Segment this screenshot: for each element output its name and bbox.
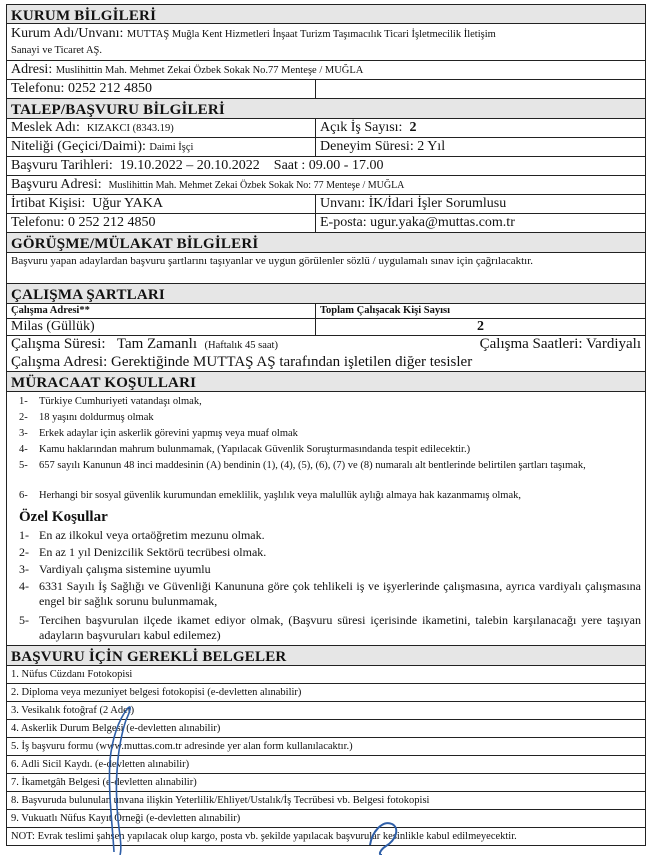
list-item bbox=[7, 489, 645, 506]
basvuru-adres-value: Muslihittin Mah. Mehmet Zekai Özbek Sokak No: 77 Menteşe / MUĞLA bbox=[108, 180, 405, 191]
item-text: 6331 Sayılı İş Sağlığı ve Güvenliği Kanununa göre çok tehlikeli iş ve işyerlerinde çalışmasına, ayrıca vardiyalı çalışmasına engel bir sağlık sorunu bulunmamak, bbox=[39, 579, 641, 608]
belge-item: 5. İş başvuru formu (www.muttas.com.tr adresinde yer alan form kullanılacaktır.) bbox=[6, 738, 646, 756]
ozel-kosullar-title: Özel Koşullar bbox=[19, 509, 108, 525]
calisma-kisi-value: 2 bbox=[315, 319, 645, 335]
unvan-value: MUTTAŞ Muğla Kent Hizmetleri İnşaat Turizm Taşımacılık Ticari İşletmecilik İletişim bbox=[126, 29, 496, 40]
item-number: 2- bbox=[19, 412, 28, 423]
belge-not: NOT: Evrak teslimi şahsen yapılacak olup kargo, posta vb. şekilde yapılacak başvurular kesinlikle kabul edilmeyecektir. bbox=[6, 828, 646, 846]
muracaat-list bbox=[6, 392, 646, 646]
calisma-sure-row bbox=[6, 336, 646, 372]
irtibat-value: Uğur YAKA bbox=[92, 196, 163, 211]
section-title: BAŞVURU İÇİN GEREKLİ BELGELER bbox=[11, 649, 287, 665]
sure-label: Çalışma Süresi: bbox=[11, 336, 106, 352]
belge-item: 6. Adli Sicil Kaydı. (e-devletten alınabilir) bbox=[6, 756, 646, 774]
list-item bbox=[7, 579, 645, 613]
section-title: MÜRACAAT KOŞULLARI bbox=[11, 375, 197, 391]
calisma-adres-head: Çalışma Adresi** bbox=[11, 305, 90, 316]
talep-eposta[interactable]: E-posta: ugur.yaka@muttas.com.tr bbox=[315, 214, 645, 232]
talep-telefon-row bbox=[6, 214, 646, 233]
document-sheet bbox=[6, 4, 646, 846]
item-text: Herhangi bir sosyal güvenlik kurumundan emeklilik, yaşlılık veya malullük aylığı almaya hak kazanmamış olmak, bbox=[39, 490, 522, 501]
list-item bbox=[7, 443, 645, 459]
belge-item: 7. İkametgâh Belgesi (e-devletten alınabilir) bbox=[6, 774, 646, 792]
kurum-unvan-row bbox=[6, 24, 646, 61]
item-text: Türkiye Cumhuriyeti vatandaşı olmak, bbox=[39, 396, 202, 407]
calisma-value-row bbox=[6, 319, 646, 336]
kurum-telefon-row bbox=[6, 80, 646, 99]
section-header-belgeler bbox=[6, 646, 646, 666]
irtibat-label: İrtibat Kişisi: bbox=[11, 196, 86, 211]
unvan-value-2: Sanayi ve Ticaret AŞ. bbox=[11, 45, 102, 56]
section-header-calisma bbox=[6, 284, 646, 304]
sure-value: Tam Zamanlı bbox=[116, 336, 197, 352]
tarih-value: 19.10.2022 – 20.10.2022 bbox=[119, 158, 260, 173]
item-number: 1- bbox=[19, 396, 28, 407]
kurum-telefon: Telefonu: 0252 212 4850 bbox=[11, 81, 152, 96]
item-text: Kamu haklarından mahrum bulunmamak, (Yapılacak Güvenlik Soruşturmasındanda tespit edilecektir.) bbox=[39, 444, 471, 455]
deneyim-suresi: Deneyim Süresi: 2 Yıl bbox=[315, 138, 645, 156]
list-item bbox=[7, 562, 645, 579]
talep-tarih-row bbox=[6, 157, 646, 176]
belge-item: 4. Askerlik Durum Belgesi (e-devletten alınabilir) bbox=[6, 720, 646, 738]
acik-is-value: 2 bbox=[409, 120, 417, 135]
adres-label: Adresi: bbox=[11, 62, 53, 77]
item-number: 6- bbox=[19, 490, 28, 501]
irtibat-unvan: Unvanı: İK/İdari İşler Sorumlusu bbox=[315, 195, 645, 213]
saat-value: Saat : 09.00 - 17.00 bbox=[273, 158, 384, 173]
belge-item: 1. Nüfus Cüzdanı Fotokopisi bbox=[6, 666, 646, 684]
belge-item: 2. Diploma veya mezuniyet belgesi fotokopisi (e-devletten alınabilir) bbox=[6, 684, 646, 702]
item-number: 3- bbox=[19, 428, 28, 439]
basvuru-adres-label: Başvuru Adresi: bbox=[11, 177, 102, 192]
section-title: TALEP/BAŞVURU BİLGİLERİ bbox=[11, 102, 225, 118]
list-item bbox=[7, 395, 645, 411]
list-item bbox=[7, 613, 645, 643]
section-header-kurum bbox=[6, 4, 646, 24]
list-item bbox=[7, 427, 645, 443]
talep-meslek-row bbox=[6, 119, 646, 138]
item-number: 5- bbox=[19, 460, 28, 471]
list-item bbox=[7, 459, 645, 489]
list-item bbox=[7, 528, 645, 545]
talep-badres-row bbox=[6, 176, 646, 195]
calisma-adres-value: Milas (Güllük) bbox=[11, 319, 95, 334]
item-number: 3- bbox=[19, 562, 29, 576]
unvan-label: Kurum Adı/Unvanı: bbox=[11, 26, 124, 41]
meslek-label: Meslek Adı: bbox=[11, 120, 80, 135]
section-title: GÖRÜŞME/MÜLAKAT BİLGİLERİ bbox=[11, 236, 259, 252]
talep-telefon: Telefonu: 0 252 212 4850 bbox=[11, 215, 156, 230]
item-text: Vardiyalı çalışma sistemine uyumlu bbox=[39, 562, 211, 576]
adres-value: Muslihittin Mah. Mehmet Zekai Özbek Sokak No.77 Menteşe / MUĞLA bbox=[55, 65, 364, 76]
nitelik-value: Daimi İşçi bbox=[149, 142, 194, 153]
item-number: 2- bbox=[19, 545, 29, 559]
section-title: KURUM BİLGİLERİ bbox=[11, 8, 157, 24]
section-header-talep bbox=[6, 99, 646, 119]
section-header-gorusme bbox=[6, 233, 646, 253]
item-number: 4- bbox=[19, 444, 28, 455]
calisma-head-row bbox=[6, 304, 646, 319]
tarih-label: Başvuru Tarihleri: bbox=[11, 158, 113, 173]
belge-item: 8. Başvuruda bulunulan unvana ilişkin Yeterlilik/Ehliyet/Ustalık/İş Tecrübesi vb. Belgesi fotokopisi bbox=[6, 792, 646, 810]
item-text: Erkek adaylar için askerlik görevini yapmış veya muaf olmak bbox=[39, 428, 298, 439]
haftalik-value: (Haftalık 45 saat) bbox=[204, 340, 278, 351]
item-text: 657 sayılı Kanunun 48 inci maddesinin (A) bendinin (1), (4), (5), (6), (7) ve (8) numaralı alt bentlerinde belirtilen şartları taşımak, bbox=[39, 460, 586, 471]
kurum-adres-row bbox=[6, 61, 646, 80]
item-text: En az 1 yıl Denizcilik Sektörü tecrübesi olmak. bbox=[39, 545, 267, 559]
calisma-saatleri: Çalışma Saatleri: Vardiyalı bbox=[479, 336, 641, 352]
item-text: En az ilkokul veya ortaöğretim mezunu olmak. bbox=[39, 528, 265, 542]
nitelik-label: Niteliği (Geçici/Daimi): bbox=[11, 139, 146, 154]
acik-is-label: Açık İş Sayısı: bbox=[320, 120, 403, 135]
belge-item: 3. Vesikalık fotoğraf (2 Adet) bbox=[6, 702, 646, 720]
list-item bbox=[7, 545, 645, 562]
list-item bbox=[7, 411, 645, 427]
item-number: 4- bbox=[19, 579, 29, 593]
item-number: 5- bbox=[19, 613, 29, 627]
meslek-value: KIZAKCI (8343.19) bbox=[86, 123, 174, 134]
gorusme-text: Başvuru yapan adaylardan başvuru şartlarını taşıyanlar ve uygun görülenler sözlü / uygulamalı sınav için çağrılacaktır. bbox=[11, 255, 534, 267]
section-header-muracaat bbox=[6, 372, 646, 392]
calisma-adres-not: Çalışma Adresi: Gerektiğinde MUTTAŞ AŞ tarafından işletilen diğer tesisler bbox=[11, 354, 473, 370]
gorusme-text-row bbox=[6, 253, 646, 284]
item-text: Tercihen başvurulan ilçede ikamet ediyor olmak, (Başvuru süresi içerisinde ikametini, talebin karşılanacağı yere taşıyan adayların başvuruları kabul edilemez) bbox=[39, 613, 641, 642]
belge-item: 9. Vukuatlı Nüfus Kayıt Örneği (e-devletten alınabilir) bbox=[6, 810, 646, 828]
item-text: 18 yaşını doldurmuş olmak bbox=[39, 412, 154, 423]
item-number: 1- bbox=[19, 528, 29, 542]
section-title: ÇALIŞMA ŞARTLARI bbox=[11, 287, 165, 303]
talep-irtibat-row bbox=[6, 195, 646, 214]
talep-nitelik-row bbox=[6, 138, 646, 157]
calisma-kisi-head: Toplam Çalışacak Kişi Sayısı bbox=[315, 304, 645, 318]
